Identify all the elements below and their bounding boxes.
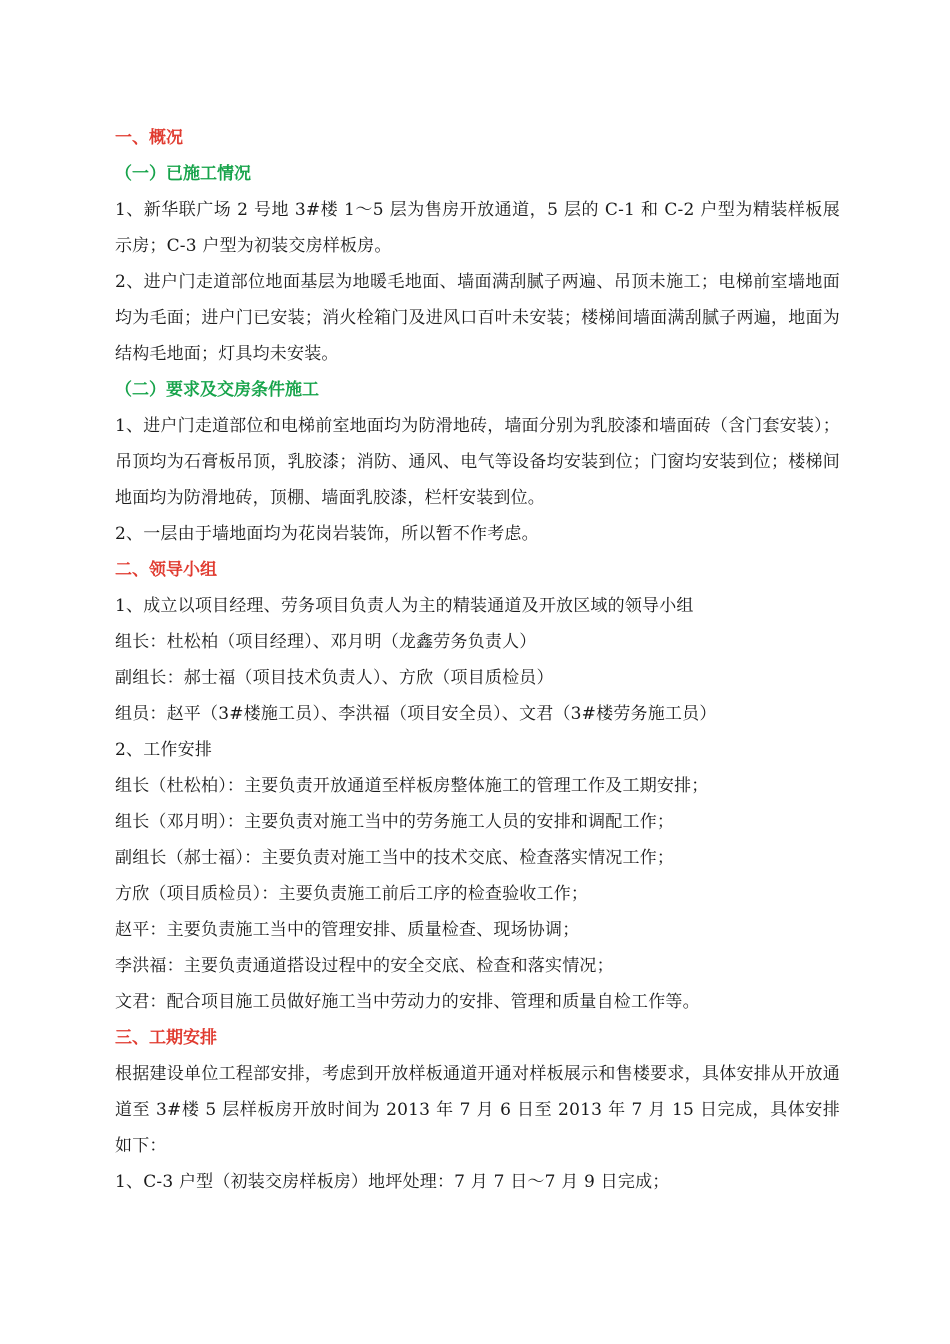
paragraph: 1、成立以项目经理、劳务项目负责人为主的精装通道及开放区域的领导小组 [115,596,694,616]
paragraph: 2、一层由于墙地面均为花岗岩装饰，所以暂不作考虑。 [115,524,539,544]
section-heading-schedule: 三、工期安排 [115,1028,217,1048]
paragraph: 副组长：郝士福（项目技术负责人）、方欣（项目质检员） [115,668,554,688]
paragraph: 李洪福：主要负责通道搭设过程中的安全交底、检查和落实情况； [115,956,614,976]
section-heading-overview: 一、概况 [115,128,183,148]
section-heading-leadership: 二、领导小组 [115,560,217,580]
paragraph: 组员：赵平（3#楼施工员）、李洪福（项目安全员）、文君（3#楼劳务施工员） [115,704,717,724]
paragraph: 根据建设单位工程部安排，考虑到开放样板通道开通对样板展示和售楼要求，具体安排从开放通道至 3#楼 5 层样板房开放时间为 2013 年 7 月 6 日至 2013 年 7 月 15 日完成，具体安排如下： [115,1064,840,1156]
paragraph: 1、进户门走道部位和电梯前室地面均为防滑地砖，墙面分别为乳胶漆和墙面砖（含门套安装）；吊顶均为石膏板吊顶，乳胶漆；消防、通风、电气等设备均安装到位；门窗均安装到位；楼梯间地面均为防滑地砖，顶棚、墙面乳胶漆，栏杆安装到位。 [115,416,840,508]
paragraph: 组长（杜松柏）：主要负责开放通道至样板房整体施工的管理工作及工期安排； [115,776,709,796]
subheading-requirements: （二）要求及交房条件施工 [115,380,319,400]
document-content [115,120,840,1200]
paragraph: 1、新华联广场 2 号地 3#楼 1～5 层为售房开放通道，5 层的 C-1 和 C-2 户型为精装样板展示房；C-3 户型为初装交房样板房。 [115,200,840,256]
paragraph: 文君：配合项目施工员做好施工当中劳动力的安排、管理和质量自检工作等。 [115,992,700,1012]
paragraph: 组长（邓月明）：主要负责对施工当中的劳务施工人员的安排和调配工作； [115,812,675,832]
paragraph: 副组长（郝士福）：主要负责对施工当中的技术交底、检查落实情况工作； [115,848,675,868]
paragraph: 方欣（项目质检员）：主要负责施工前后工序的检查验收工作； [115,884,589,904]
paragraph: 1、C-3 户型（初装交房样板房）地坪处理：7 月 7 日～7 月 9 日完成； [115,1172,670,1192]
paragraph: 赵平：主要负责施工当中的管理安排、质量检查、现场协调； [115,920,580,940]
subheading-completed-work: （一）已施工情况 [115,164,251,184]
paragraph: 组长：杜松柏（项目经理）、邓月明（龙鑫劳务负责人） [115,632,537,652]
paragraph: 2、进户门走道部位地面基层为地暖毛地面、墙面满刮腻子两遍、吊顶未施工；电梯前室墙地面均为毛面；进户门已安装；消火栓箱门及进风口百叶未安装；楼梯间墙面满刮腻子两遍，地面为结构毛地面；灯具均未安装。 [115,272,840,364]
paragraph: 2、工作安排 [115,740,213,760]
